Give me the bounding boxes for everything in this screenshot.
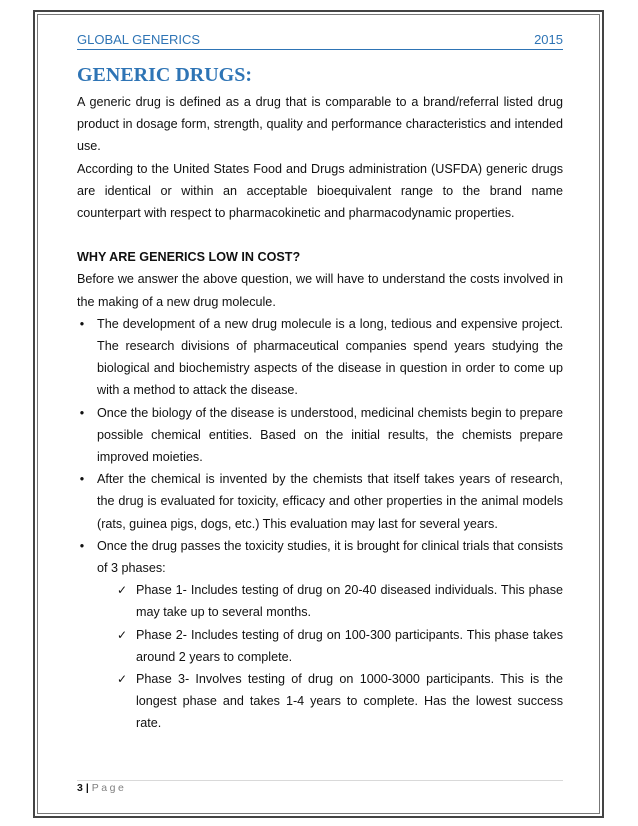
phase-text: Phase 2- Includes testing of drug on 100-300 participants. This phase takes around 2 years to complete. [136,627,563,664]
checkmark-icon: ✓ [117,627,128,642]
bullet-icon: • [79,472,85,487]
footer-separator: | [85,782,89,794]
list-item [77,402,563,469]
phase-text: Phase 3- Involves testing of drug on 1000-3000 participants. This is the longest phase and takes 1-4 years to complete. Has the lowest success rate. [136,672,563,731]
section-lead: Before we answer the above question, we will have to understand the costs involved in the making of a new drug molecule. [77,272,563,309]
page-header [77,33,563,50]
header-year: 2015 [534,32,563,47]
list-item [77,313,563,402]
phase-item [117,579,563,623]
bullet-icon: • [79,316,85,331]
bullet-icon: • [79,405,85,420]
document-title: GENERIC DRUGS: [77,64,253,86]
page-content [77,62,563,735]
bullet-list [77,313,563,735]
checkmark-icon: ✓ [117,583,128,598]
section-heading: WHY ARE GENERICS LOW IN COST? [77,250,301,265]
phase-text: Phase 1- Includes testing of drug on 20-40 diseased individuals. This phase may take up to several months. [136,583,563,620]
page-footer [77,780,563,794]
list-item-text: After the chemical is invented by the chemists that itself takes years of research, the drug is evaluated for toxicity, efficacy and other properties in the animal models (rats, guinea pigs, dogs, etc.) This evaluation may last for several years. [97,472,563,531]
paragraph-gap [77,224,563,246]
phase-list [97,579,563,734]
phase-item [117,624,563,668]
intro-paragraph: According to the United States Food and Drugs administration (USFDA) generic drugs are identical or within an acceptable bioequivalent range to the brand name counterpart with respect to pharmacokinetic and pharmacodynamic properties. [77,161,563,221]
list-item-text: Once the drug passes the toxicity studies, it is brought for clinical trials that consists of 3 phases: [97,538,563,576]
list-item-text: The development of a new drug molecule is a long, tedious and expensive project. The research divisions of pharmaceutical companies spend years studying the biological and biochemistry aspects of the disease in question in order to come up with a method to attack the disease. [97,316,563,398]
list-item [77,535,563,735]
page-number: 3 [77,782,83,794]
bullet-icon: • [79,538,85,553]
intro-paragraph: A generic drug is defined as a drug that is comparable to a brand/referral listed drug product in dosage form, strength, quality and performance characteristics and intended use. [77,95,563,154]
list-item [77,468,563,535]
phase-item [117,668,563,735]
checkmark-icon: ✓ [117,672,128,687]
list-item-text: Once the biology of the disease is understood, medicinal chemists begin to prepare possible chemical entities. Based on the initial results, the chemists prepare improved moieties. [97,405,563,465]
header-title: GLOBAL GENERICS [77,32,201,47]
page-label: Page [91,782,127,794]
